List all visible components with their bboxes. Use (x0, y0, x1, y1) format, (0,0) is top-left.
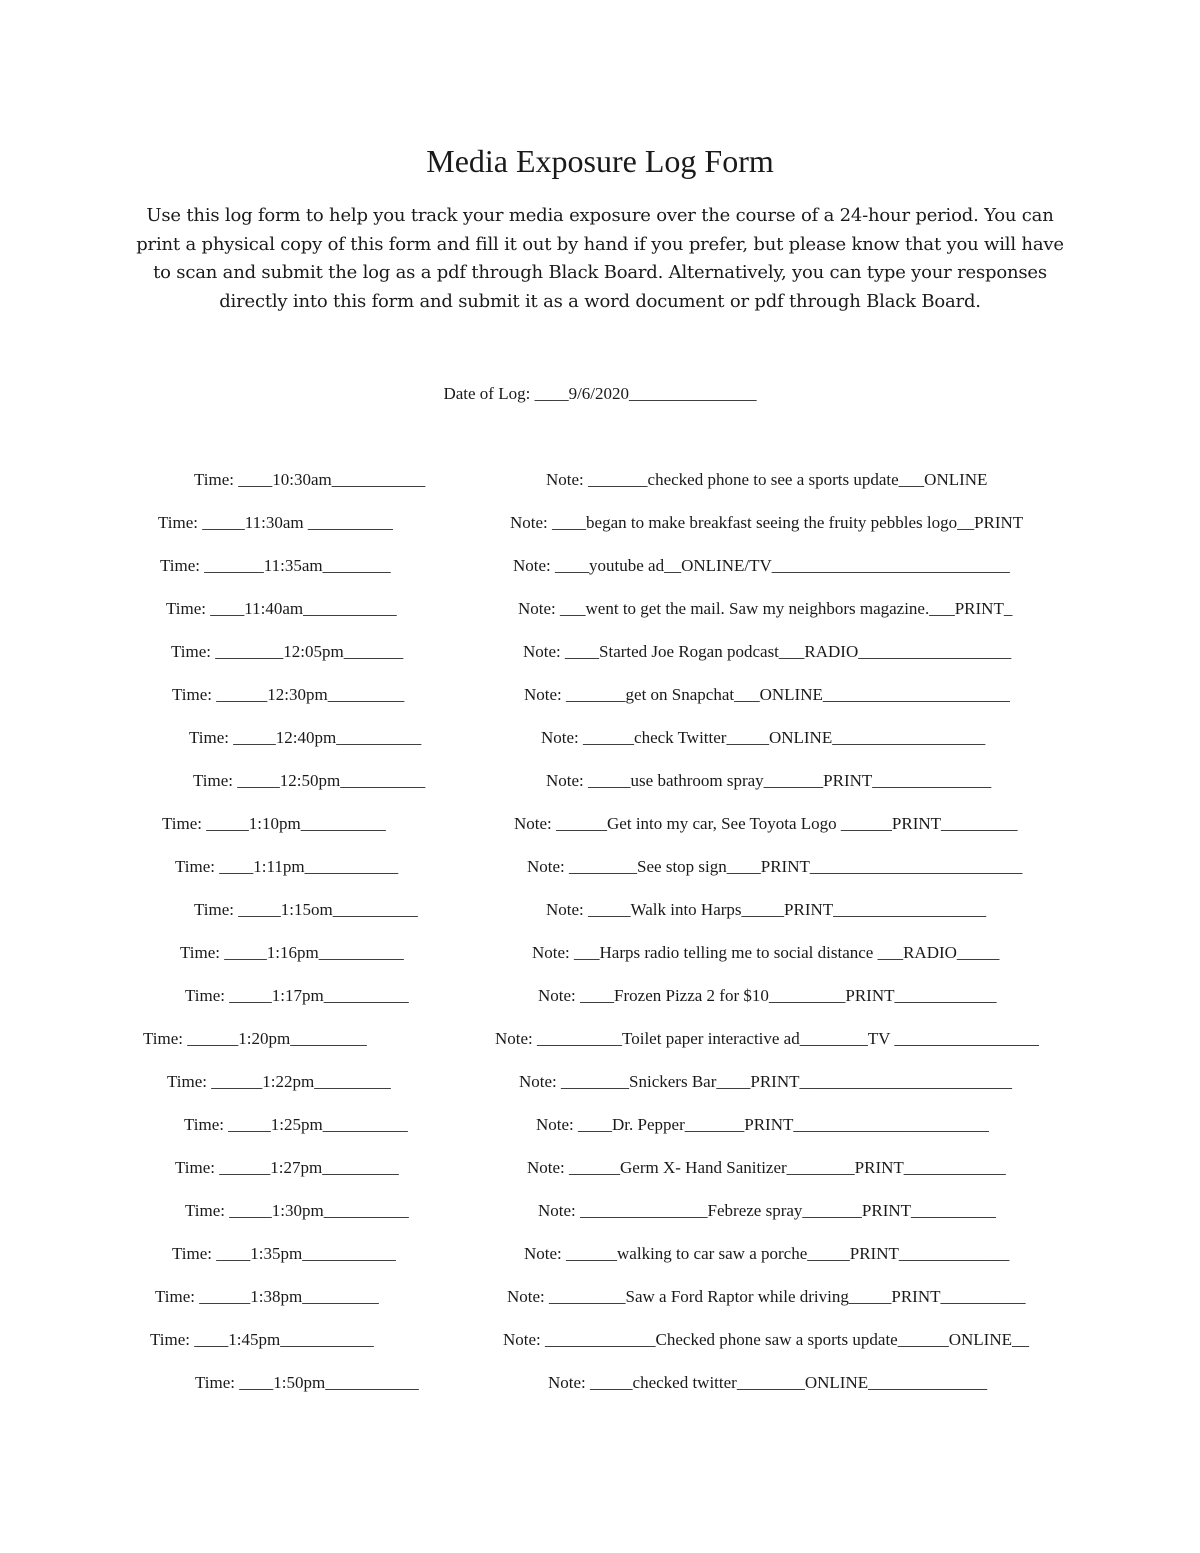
log-entry (0, 768, 1200, 794)
log-entry (0, 1241, 1200, 1267)
entry-note[interactable]: Note: _______checked phone to see a sports update___ONLINE (546, 470, 988, 489)
entry-time[interactable]: Time: _____12:50pm__________ (193, 771, 426, 790)
page-title: Media Exposure Log Form (426, 143, 774, 179)
entry-note[interactable]: Note: _____checked twitter________ONLINE______________ (548, 1373, 988, 1392)
entry-time[interactable]: Time: _____1:10pm__________ (162, 814, 386, 833)
entry-note[interactable]: Note: ___went to get the mail. Saw my neighbors magazine.___PRINT_ (518, 599, 1013, 618)
entry-time[interactable]: Time: ______12:30pm_________ (172, 685, 405, 704)
entry-time[interactable]: Time: ____1:50pm___________ (195, 1373, 419, 1392)
entry-time[interactable]: Time: ____10:30am___________ (194, 470, 426, 489)
entry-time[interactable]: Time: _____1:16pm__________ (180, 943, 404, 962)
entry-time[interactable]: Time: _____12:40pm__________ (189, 728, 422, 747)
entry-note[interactable]: Note: ____Started Joe Rogan podcast___RADIO__________________ (523, 642, 1012, 661)
log-entry (0, 940, 1200, 966)
log-entry (0, 510, 1200, 536)
entry-note[interactable]: Note: ______check Twitter_____ONLINE__________________ (541, 728, 986, 747)
log-entry (0, 1026, 1200, 1052)
entry-note[interactable]: Note: _______get on Snapchat___ONLINE______________________ (524, 685, 1010, 704)
entry-time[interactable]: Time: _____1:15om__________ (194, 900, 418, 919)
entry-time[interactable]: Time: ____11:40am___________ (166, 599, 397, 618)
log-entry (0, 897, 1200, 923)
log-entry (0, 983, 1200, 1009)
entry-note[interactable]: Note: ________See stop sign____PRINT_________________________ (527, 857, 1023, 876)
log-entry (0, 553, 1200, 579)
entry-note[interactable]: Note: ______Get into my car, See Toyota Logo ______PRINT_________ (514, 814, 1018, 833)
entry-time[interactable]: Time: ____1:35pm___________ (172, 1244, 396, 1263)
entry-time[interactable]: Time: ______1:27pm_________ (175, 1158, 399, 1177)
entry-note[interactable]: Note: ____began to make breakfast seeing the fruity pebbles logo__PRINT (510, 513, 1024, 532)
log-entry (0, 1284, 1200, 1310)
log-entry (0, 1069, 1200, 1095)
entry-note[interactable]: Note: ___Harps radio telling me to social distance ___RADIO_____ (532, 943, 1000, 962)
entry-note[interactable]: Note: ____Dr. Pepper_______PRINT_______________________ (536, 1115, 989, 1134)
date-value[interactable]: ____9/6/2020_______________ (534, 384, 757, 403)
entry-note[interactable]: Note: ______Germ X- Hand Sanitizer________PRINT____________ (527, 1158, 1006, 1177)
date-of-log (0, 382, 1200, 406)
log-entry (0, 1327, 1200, 1353)
log-entry (0, 811, 1200, 837)
entry-note[interactable]: Note: ______walking to car saw a porche_____PRINT_____________ (524, 1244, 1010, 1263)
entry-time[interactable]: Time: ______1:20pm_________ (143, 1029, 367, 1048)
log-entry (0, 1155, 1200, 1181)
log-entry (0, 639, 1200, 665)
intro-paragraph: Use this log form to help you track your media exposure over the course of a 24-hour period. You can print a physical copy of this form and fill it out by hand if you prefer, but please know that you will have to scan and submit the log as a pdf through Black Board. Alternatively, you can type your responses directly into this form and submit it as a word document or pdf through Black Board. (136, 205, 1064, 312)
entry-time[interactable]: Time: _____11:30am __________ (158, 513, 393, 532)
entry-note[interactable]: Note: _____use bathroom spray_______PRINT______________ (546, 771, 992, 790)
log-entry (0, 854, 1200, 880)
log-entry (0, 1370, 1200, 1396)
entry-time[interactable]: Time: _____1:30pm__________ (185, 1201, 409, 1220)
entry-time[interactable]: Time: ______1:22pm_________ (167, 1072, 391, 1091)
entry-note[interactable]: Note: _____________Checked phone saw a sports update______ONLINE__ (503, 1330, 1029, 1349)
entry-time[interactable]: Time: ______1:38pm_________ (155, 1287, 379, 1306)
date-label: Date of Log: (443, 384, 531, 403)
entry-time[interactable]: Time: ____1:11pm___________ (175, 857, 399, 876)
entry-time[interactable]: Time: ____1:45pm___________ (150, 1330, 374, 1349)
entry-note[interactable]: Note: __________Toilet paper interactive ad________TV _________________ (495, 1029, 1039, 1048)
entry-time[interactable]: Time: _____1:17pm__________ (185, 986, 409, 1005)
entry-time[interactable]: Time: ________12:05pm_______ (171, 642, 404, 661)
entry-note[interactable]: Note: ________Snickers Bar____PRINT_________________________ (519, 1072, 1012, 1091)
entry-note[interactable]: Note: ____youtube ad__ONLINE/TV____________________________ (513, 556, 1010, 575)
log-entry (0, 467, 1200, 493)
entry-note[interactable]: Note: _______________Febreze spray_______PRINT__________ (538, 1201, 997, 1220)
log-entry (0, 1112, 1200, 1138)
log-entry (0, 1198, 1200, 1224)
entry-note[interactable]: Note: _____Walk into Harps_____PRINT__________________ (546, 900, 987, 919)
entry-note[interactable]: Note: _________Saw a Ford Raptor while driving_____PRINT__________ (507, 1287, 1026, 1306)
log-entry (0, 682, 1200, 708)
entry-time[interactable]: Time: _____1:25pm__________ (184, 1115, 408, 1134)
entry-note[interactable]: Note: ____Frozen Pizza 2 for $10_________PRINT____________ (538, 986, 997, 1005)
log-entry (0, 725, 1200, 751)
log-entry (0, 596, 1200, 622)
entry-time[interactable]: Time: _______11:35am________ (160, 556, 391, 575)
